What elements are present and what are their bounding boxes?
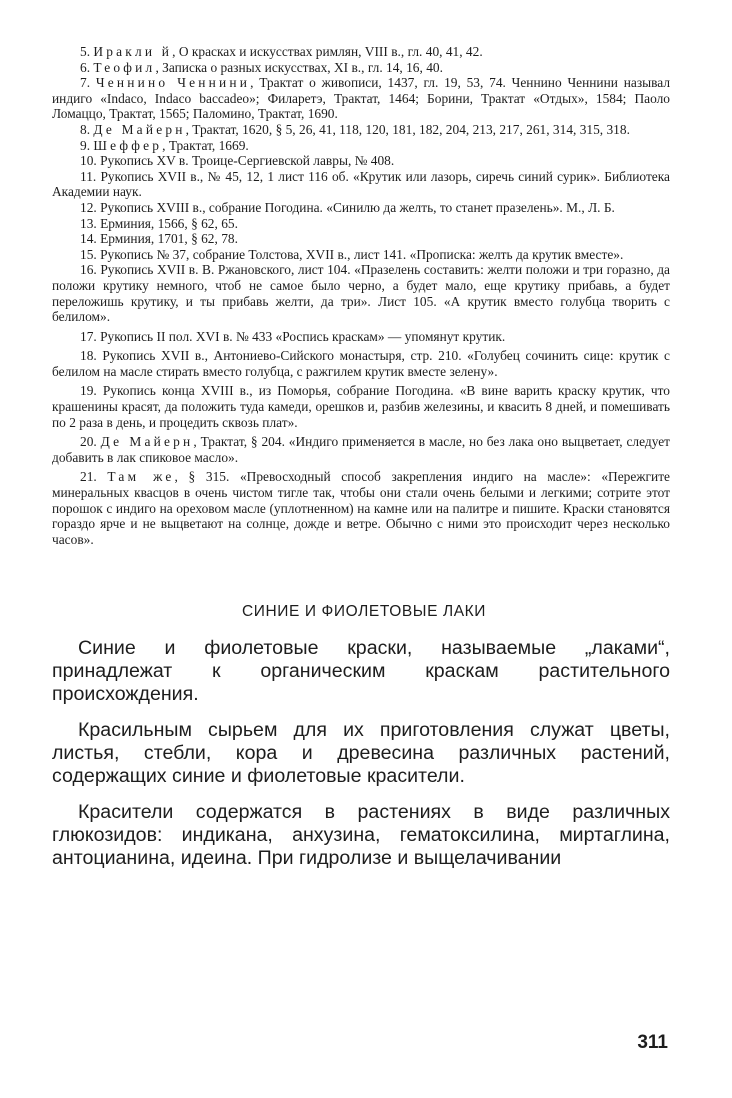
footnote-number: 12. — [80, 199, 101, 215]
footnote — [52, 434, 670, 465]
footnote-text: , Трактат о живописи, 1437, гл. 19, 53, 74. Ченнино Ченнини называл индиго «Indaco, Indaco baccadeo»; Филаретэ, Трактат, 1464; Борини, Трактат «Отдых», 1584; Паоло Ломаццо, Трактат, 1565; Паломино, Трактат, 1690. — [52, 75, 671, 122]
footnote-number: 16. — [80, 262, 101, 278]
footnote — [52, 44, 670, 60]
footnote-text: Рукопись XVII в. В. Ржановского, лист 104. «Празелень составить: желти положи и три горазно, да положи крутику немного, чтоб не самое было черно, а будет мало, еще крутику прибавь, а будет переложишь крутику, и ты прибавь желти, да три». Лист 105. «А крутик вместо голубца творить с белилом». — [52, 262, 670, 325]
footnote — [52, 75, 670, 122]
footnote-number: 6. — [80, 59, 94, 75]
footnote-author: Де Майерн — [100, 434, 194, 450]
footnote — [52, 138, 670, 154]
footnotes-list — [52, 44, 670, 547]
footnote-number: 11. — [80, 168, 101, 184]
paragraph: Красители содержатся в растениях в виде различных глюкозидов: индикана, анхузина, гематоксилина, миртаглина, антоцианина, идеина. При гидролизе и выщелачивании — [52, 801, 670, 870]
footnote — [52, 153, 670, 169]
footnote-number: 15. — [80, 246, 101, 262]
page-number: 311 — [637, 1032, 668, 1053]
footnote-number: 5. — [80, 44, 94, 59]
footnote — [52, 247, 670, 263]
footnote-text: Рукопись XVIII в., собрание Погодина. «Синилю да желть, то станет празелень». М., Л. Б. — [100, 199, 615, 215]
footnote-author: Ченнино Ченнини — [95, 75, 251, 91]
footnote-number: 19. — [80, 383, 103, 399]
footnote-text: , О красках и искусствах римлян, VIII в., гл. 40, 41, 42. — [172, 44, 483, 59]
footnote-text: , Трактат, 1620, § 5, 26, 41, 118, 120, 181, 182, 204, 213, 217, 261, 314, 315, 318. — [185, 121, 630, 137]
footnote-text: Рукопись конца XVIII в., из Поморья, собрание Погодина. «В вине варить краску крутик, что крашенины красят, да положить туда камеди, орешков и, разбив железины, и квасить 8 дней, и помешивать по 2 раза в день, и процедить сквозь плат». — [52, 383, 670, 430]
footnote-text: Рукопись XV в. Троице-Сергиевской лавры, № 408. — [100, 153, 395, 169]
footnote-text: , Записка о разных искусствах, XI в., гл. 14, 16, 40. — [155, 59, 443, 75]
footnote-author: Там же — [107, 469, 175, 485]
footnote — [52, 329, 670, 345]
footnote-author: Теофил — [93, 59, 156, 75]
footnote-author: Шеффер — [93, 137, 163, 153]
footnote-text: , Трактат, § 204. «Индиго применяется в масле, но без лака оно выцветает, следует добавить в лак спиковое масло». — [52, 434, 671, 465]
footnote — [52, 122, 670, 138]
footnote-number: 14. — [80, 231, 101, 247]
footnote-author: Иракли й — [93, 44, 173, 59]
footnote-number: 17. — [80, 328, 101, 344]
footnote-text: , § 315. «Превосходный способ закрепления индиго на масле»: «Пережгите минеральных квасцов в очень чистом тигле так, чтобы они стали очень белыми и легкими; сотрите этот порошок с индиго на ореховом масле (уплотненном) на камне или на палитре и пишите. Краски становятся гораздо ярче и не выцветают на солнце, дожде и ветре. Обычно с ними это происходит через несколько часов». — [52, 469, 670, 547]
footnote-number: 9. — [80, 137, 94, 153]
footnote — [52, 383, 670, 430]
footnote — [52, 348, 670, 379]
footnote-text: Ерминия, 1566, § 62, 65. — [100, 215, 238, 231]
footnote-text: Рукопись II пол. XVI в. № 433 «Роспись краскам» — упомянут крутик. — [100, 328, 506, 344]
footnote-number: 20. — [80, 434, 101, 450]
paragraph: Синие и фиолетовые краски, называемые „лаками“, принадлежат к органическим краскам растительного происхождения. — [52, 637, 670, 706]
footnote — [52, 231, 670, 247]
footnote-number: 21. — [80, 469, 108, 485]
footnote-text: , Трактат, 1669. — [162, 137, 249, 153]
footnote-number: 18. — [80, 348, 103, 364]
footnote-number: 8. — [80, 121, 94, 137]
footnote-number: 10. — [80, 153, 101, 169]
footnote-text: Рукопись XVII в., Антониево-Сийского монастыря, стр. 210. «Голубец сочинить сице: крутик с белилом на масле стирать вместо голубца, с ражгилем крутик вместе зелену». — [52, 348, 670, 379]
footnote-author: Де Майерн — [93, 121, 186, 137]
footnote — [52, 469, 670, 547]
footnote — [52, 200, 670, 216]
footnote-number: 13. — [80, 215, 101, 231]
main-text — [52, 637, 670, 870]
footnote — [52, 169, 670, 200]
book-page — [52, 44, 670, 1054]
footnote-text: Рукопись XVII в., № 45, 12, 1 лист 116 об. «Крутик или лазорь, сиречь синий сурик». Библиотека Академии наук. — [52, 168, 670, 200]
paragraph: Красильным сырьем для их приготовления служат цветы, листья, стебли, кора и древесина различных растений, содержащих синие и фиолетовые красители. — [52, 719, 670, 788]
footnote — [52, 216, 670, 232]
footnote-text: Рукопись № 37, собрание Толстова, XVII в., лист 141. «Прописка: желть да крутик вместе». — [100, 246, 624, 262]
section-heading: СИНИЕ И ФИОЛЕТОВЫЕ ЛАКИ — [241, 603, 487, 621]
footnote — [52, 60, 670, 76]
footnote-number: 7. — [80, 75, 96, 91]
footnote — [52, 262, 670, 324]
footnote-text: Ерминия, 1701, § 62, 78. — [100, 231, 238, 247]
